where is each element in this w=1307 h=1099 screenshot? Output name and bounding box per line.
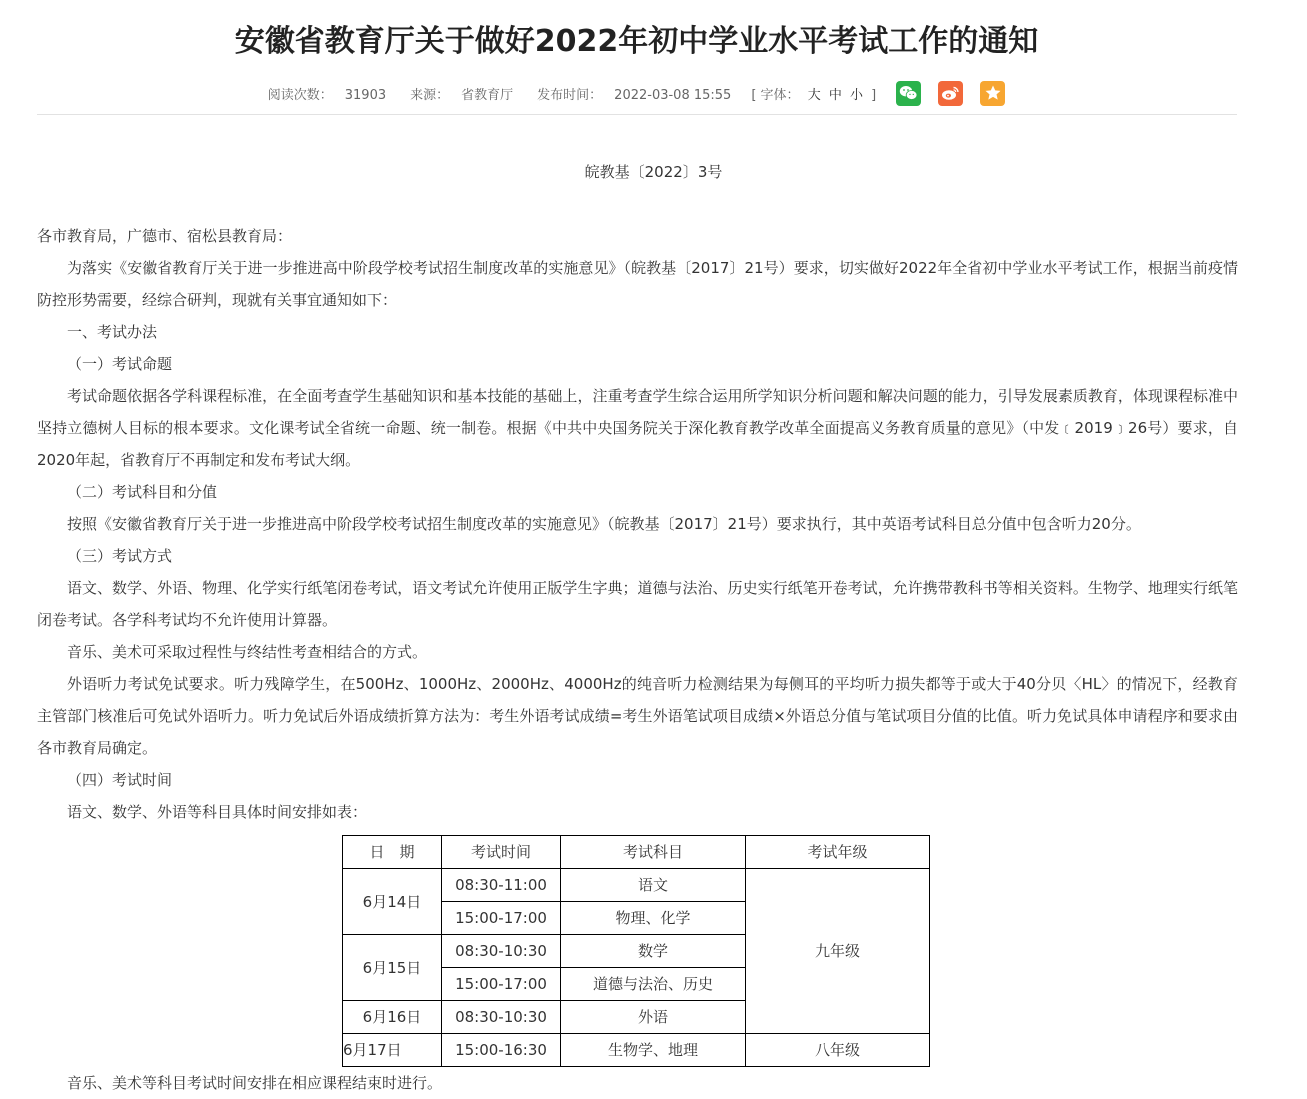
body-paragraph: 考试命题依据各学科课程标准，在全面考查学生基础知识和基本技能的基础上，注重考查学生综合运用所学知识分析问题和解决问题的能力，引导发展素质教育，体现课程标准中坚持立德树人目标的根本要求。文化课考试全省统一命题、统一制卷。根据《中共中央国务院关于深化教育教学改革全面提高义务教育质量的意见》（中发﹝2019﹞26号）要求，自2020年起，省教育厅不再制定和发布考试大纲。 bbox=[37, 387, 1238, 469]
table-header-row bbox=[343, 836, 930, 869]
table-cell-time: 08:30-11:00 bbox=[442, 869, 561, 902]
publish-time-value: 2022-03-08 15:55 bbox=[614, 87, 732, 103]
table-header-cell: 考试年级 bbox=[746, 836, 930, 869]
document-number: 皖教基〔2022〕3号 bbox=[584, 163, 723, 181]
salutation: 各市教育局，广德市、宿松县教育局： bbox=[37, 227, 293, 245]
read-count-label: 阅读次数： bbox=[267, 87, 333, 103]
subsection-heading: （一）考试命题 bbox=[67, 355, 173, 373]
table-cell-time: 15:00-17:00 bbox=[442, 968, 561, 1001]
exam-schedule-table bbox=[342, 835, 930, 1067]
table-header-cell: 考试时间 bbox=[442, 836, 561, 869]
table-cell-date: 6月15日 bbox=[343, 935, 442, 1001]
font-size-label: [ 字体： bbox=[751, 87, 800, 103]
favorite-share-button[interactable] bbox=[980, 81, 1005, 106]
font-size-bracket: ] bbox=[871, 87, 877, 103]
intro-paragraph: 为落实《安徽省教育厅关于进一步推进高中阶段学校考试招生制度改革的实施意见》（皖教基〔2017〕21号）要求，切实做好2022年全省初中学业水平考试工作，根据当前疫情防控形势需要，经综合研判，现就有关事宜通知如下： bbox=[37, 259, 1238, 309]
closing-paragraph: 音乐、美术等科目考试时间安排在相应课程结束时进行。 bbox=[67, 1074, 443, 1092]
article-meta bbox=[0, 78, 1273, 108]
table-cell-time: 15:00-16:30 bbox=[442, 1034, 561, 1067]
share-buttons bbox=[890, 81, 1011, 106]
weibo-share-button[interactable] bbox=[938, 81, 963, 106]
table-cell-grade: 九年级 bbox=[746, 869, 930, 1034]
section-heading: 一、考试办法 bbox=[67, 323, 158, 341]
source-value: 省教育厅 bbox=[461, 87, 514, 103]
table-cell-date: 6月17日 bbox=[343, 1034, 442, 1067]
table-row bbox=[343, 869, 930, 902]
source-label: 来源： bbox=[410, 87, 450, 103]
subsection-heading: （二）考试科目和分值 bbox=[67, 483, 218, 501]
table-cell-subject: 生物学、地理 bbox=[561, 1034, 746, 1067]
table-cell-time: 08:30-10:30 bbox=[442, 1001, 561, 1034]
read-count bbox=[262, 84, 392, 103]
body-paragraph: 语文、数学、外语、物理、化学实行纸笔闭卷考试，语文考试允许使用正版学生字典；道德与法治、历史实行纸笔开卷考试，允许携带教科书等相关资料。生物学、地理实行纸笔闭卷考试。各学科考试均不允许使用计算器。 bbox=[37, 579, 1238, 629]
table-row bbox=[343, 1034, 930, 1067]
table-cell-subject: 语文 bbox=[561, 869, 746, 902]
weibo-icon bbox=[941, 85, 960, 101]
table-cell-subject: 物理、化学 bbox=[561, 902, 746, 935]
table-cell-time: 08:30-10:30 bbox=[442, 935, 561, 968]
wechat-icon bbox=[899, 85, 918, 101]
article-title: 安徽省教育厅关于做好2022年初中学业水平考试工作的通知 bbox=[234, 24, 1039, 59]
favorite-star-icon bbox=[984, 84, 1002, 102]
body-paragraph: 按照《安徽省教育厅关于进一步推进高中阶段学校考试招生制度改革的实施意见》（皖教基〔2017〕21号）要求执行，其中英语考试科目总分值中包含听力20分。 bbox=[67, 515, 1141, 533]
font-size-medium-link[interactable]: 中 bbox=[828, 87, 842, 103]
source bbox=[404, 84, 519, 103]
table-cell-subject: 数学 bbox=[561, 935, 746, 968]
publish-time-label: 发布时间： bbox=[537, 87, 603, 103]
subsection-heading: （四）考试时间 bbox=[67, 771, 173, 789]
font-size-large-link[interactable]: 大 bbox=[807, 87, 821, 103]
title-divider bbox=[37, 114, 1237, 115]
table-cell-grade: 八年级 bbox=[746, 1034, 930, 1067]
read-count-value: 31903 bbox=[344, 87, 387, 103]
font-size-control bbox=[749, 84, 878, 103]
wechat-share-button[interactable] bbox=[896, 81, 921, 106]
table-cell-subject: 外语 bbox=[561, 1001, 746, 1034]
table-cell-time: 15:00-17:00 bbox=[442, 902, 561, 935]
table-cell-date: 6月16日 bbox=[343, 1001, 442, 1034]
publish-time bbox=[531, 84, 737, 103]
article-body bbox=[37, 220, 1238, 1099]
body-paragraph: 语文、数学、外语等科目具体时间安排如表： bbox=[67, 803, 368, 821]
subsection-heading: （三）考试方式 bbox=[67, 547, 173, 565]
body-paragraph: 音乐、美术可采取过程性与终结性考查相结合的方式。 bbox=[67, 643, 428, 661]
font-size-small-link[interactable]: 小 bbox=[850, 87, 864, 103]
table-header-cell: 考试科目 bbox=[561, 836, 746, 869]
table-cell-date: 6月14日 bbox=[343, 869, 442, 935]
table-header-cell: 日 期 bbox=[343, 836, 442, 869]
table-cell-subject: 道德与法治、历史 bbox=[561, 968, 746, 1001]
body-paragraph: 外语听力考试免试要求。听力残障学生，在500Hz、1000Hz、2000Hz、4000Hz的纯音听力检测结果为每侧耳的平均听力损失都等于或大于40分贝〈HL〉的情况下，经教育主管部门核准后可免试外语听力。听力免试后外语成绩折算方法为：考生外语考试成绩=考生外语笔试项目成绩×外语总分值与笔试项目分值的比值。听力免试具体申请程序和要求由各市教育局确定。 bbox=[37, 675, 1238, 757]
